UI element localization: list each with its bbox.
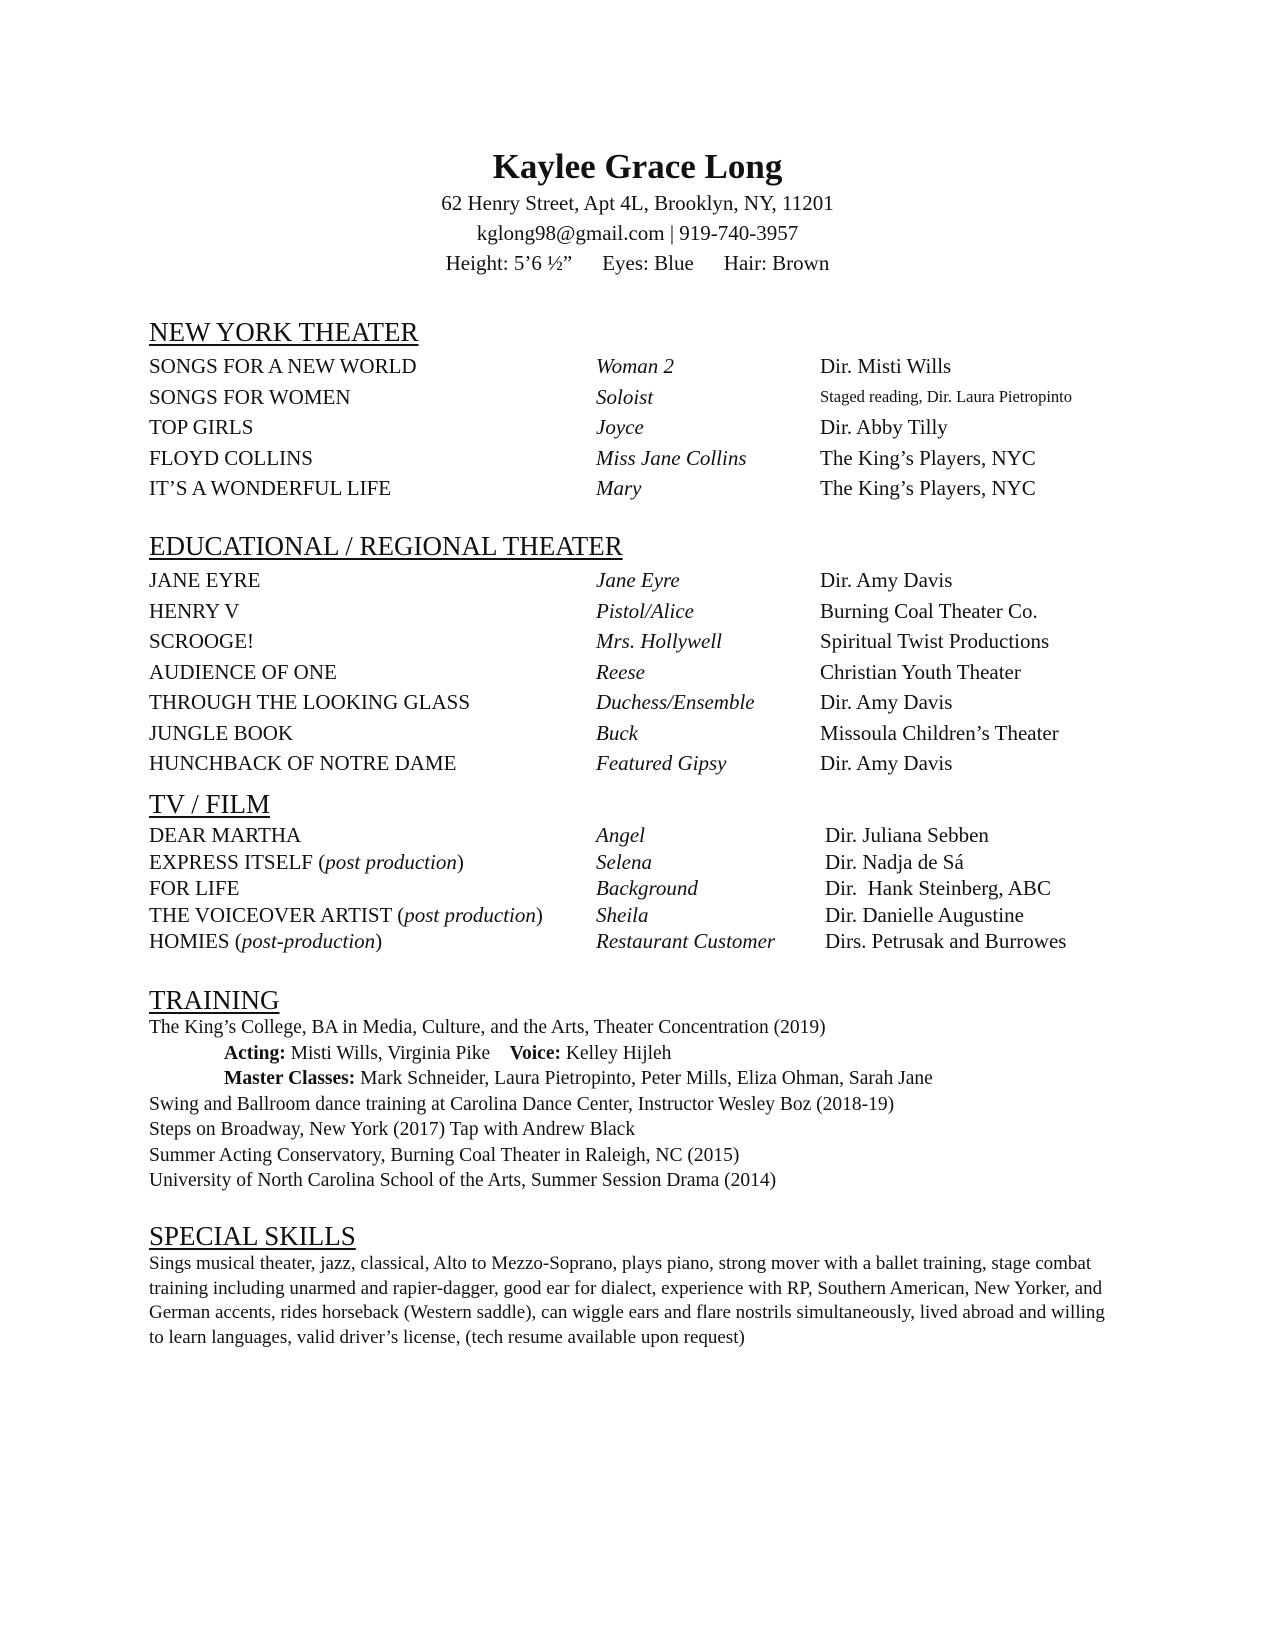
credit-row	[149, 382, 1149, 413]
show-title: TOP GIRLS	[149, 415, 254, 439]
director: Dir. Abby Tilly	[820, 415, 948, 439]
show-title: FOR LIFE	[149, 876, 240, 900]
role: Miss Jane Collins	[596, 445, 747, 470]
show-title: DEAR MARTHA	[149, 823, 302, 847]
training-item: Summer Acting Conservatory, Burning Coal Theater in Raleigh, NC (2015)	[149, 1144, 740, 1166]
tv-film-list	[149, 822, 1149, 955]
director: Dir. Amy Davis	[820, 751, 953, 775]
credit-row	[149, 928, 1149, 955]
section-title-new-york-theater: NEW YORK THEATER	[149, 317, 419, 347]
director: Dir. Danielle Augustine	[825, 902, 1024, 927]
acting-voice-teachers: Acting: Misti Wills, Virginia Pike Voice: Kelley Hijleh	[224, 1042, 672, 1064]
role: Restaurant Customer	[596, 929, 776, 953]
production-note: post-production	[241, 929, 376, 953]
training-list	[149, 1015, 1139, 1194]
director: Dir. Amy Davis	[820, 568, 953, 592]
special-skills-text: Sings musical theater, jazz, classical, Alto to Mezzo-Soprano, plays piano, strong mover with a ballet training, stage combat training including unarmed and rapier-dagger, good ear for dialect, experience with RP, Southern American, New Yorker, and German accents, rides horseback (Western saddle), can wiggle ears and flare nostrils simultaneously, lived abroad and willing to learn languages, valid driver’s license, (tech resume available upon request)	[149, 1253, 1105, 1348]
role: Angel	[596, 823, 645, 847]
role: Sheila	[596, 902, 649, 927]
show-title: AUDIENCE OF ONE	[149, 659, 337, 684]
role: Mary	[596, 476, 642, 500]
training-item: University of North Carolina School of the Arts, Summer Session Drama (2014)	[149, 1170, 777, 1191]
role: Soloist	[596, 384, 654, 409]
section-title-educational-regional: EDUCATIONAL / REGIONAL THEATER	[149, 531, 623, 561]
new-york-theater-list	[149, 351, 1149, 504]
role: Mrs. Hollywell	[596, 629, 722, 653]
director: Spiritual Twist Productions	[820, 629, 1050, 653]
credit-row	[149, 657, 1149, 688]
show-title: SCROOGE!	[149, 629, 255, 653]
credit-row	[149, 351, 1149, 382]
master-classes: Master Classes: Mark Schneider, Laura Pietropinto, Peter Mills, Eliza Ohman, Sarah Jane	[224, 1068, 933, 1089]
eyes: Eyes: Blue	[602, 251, 694, 275]
role: Joyce	[596, 415, 644, 439]
role: Background	[596, 876, 698, 900]
show-title: THROUGH THE LOOKING GLASS	[149, 690, 471, 714]
role: Pistol/Alice	[596, 598, 694, 623]
credit-row	[149, 902, 1149, 929]
credit-row	[149, 596, 1149, 627]
hair: Hair: Brown	[723, 251, 830, 275]
director: The King’s Players, NYC	[820, 445, 1036, 470]
show-title: HENRY V	[149, 598, 240, 623]
physical-stats	[0, 248, 1275, 278]
show-title: JUNGLE BOOK	[149, 720, 294, 745]
credit-row	[149, 412, 1149, 443]
director: Dirs. Petrusak and Burrowes	[825, 929, 1067, 953]
director: Dir. Hank Steinberg, ABC	[825, 876, 1051, 900]
show-title: FLOYD COLLINS	[149, 445, 313, 470]
training-item: Swing and Ballroom dance training at Carolina Dance Center, Instructor Wesley Boz (2018-19)	[149, 1093, 895, 1115]
show-title: THE VOICEOVER ARTIST (post production)	[149, 902, 543, 927]
actor-name: Kaylee Grace Long	[492, 147, 783, 186]
college-degree: The King’s College, BA in Media, Culture, and the Arts, Theater Concentration (2019)	[149, 1017, 826, 1038]
role: Reese	[596, 659, 645, 684]
show-title: HUNCHBACK OF NOTRE DAME	[149, 751, 457, 775]
credit-row	[149, 687, 1149, 718]
training-item: Steps on Broadway, New York (2017) Tap with Andrew Black	[149, 1119, 636, 1140]
credit-row	[149, 875, 1149, 902]
production-note: post production	[404, 902, 536, 927]
height: Height: 5’6 ½”	[445, 251, 573, 275]
credit-row	[149, 718, 1149, 749]
role: Selena	[596, 849, 652, 874]
section-title-training: TRAINING	[149, 985, 280, 1015]
credit-row	[149, 822, 1149, 849]
director: Missoula Children’s Theater	[820, 720, 1059, 745]
director: The King’s Players, NYC	[820, 476, 1036, 500]
credit-row	[149, 748, 1149, 779]
director: Burning Coal Theater Co.	[820, 598, 1038, 623]
show-title: HOMIES (post-production)	[149, 929, 383, 953]
director: Dir. Misti Wills	[820, 354, 952, 378]
director: Christian Youth Theater	[820, 659, 1021, 684]
credit-row	[149, 849, 1149, 876]
credit-row	[149, 626, 1149, 657]
resume-header	[0, 146, 1275, 278]
address: 62 Henry Street, Apt 4L, Brooklyn, NY, 11201	[441, 191, 834, 215]
role: Woman 2	[596, 354, 674, 378]
section-title-tv-film: TV / FILM	[149, 789, 271, 819]
credit-row	[149, 473, 1149, 504]
show-title: JANE EYRE	[149, 568, 261, 592]
director: Dir. Amy Davis	[820, 690, 953, 714]
role: Featured Gipsy	[596, 751, 727, 775]
contact-info: kglong98@gmail.com | 919-740-3957	[476, 221, 799, 245]
show-title: SONGS FOR WOMEN	[149, 384, 351, 409]
show-title: SONGS FOR A NEW WORLD	[149, 354, 417, 378]
role: Buck	[596, 720, 638, 745]
credit-row	[149, 565, 1149, 596]
credit-row	[149, 443, 1149, 474]
director: Dir. Nadja de Sá	[825, 849, 964, 874]
educational-regional-list	[149, 565, 1149, 779]
show-title: EXPRESS ITSELF (post production)	[149, 849, 464, 874]
show-title: IT’S A WONDERFUL LIFE	[149, 476, 392, 500]
production-note: post production	[325, 849, 457, 874]
section-title-special-skills: SPECIAL SKILLS	[149, 1221, 356, 1251]
role: Duchess/Ensemble	[596, 690, 755, 714]
director: Staged reading, Dir. Laura Pietropinto	[820, 386, 1073, 406]
role: Jane Eyre	[596, 568, 680, 592]
director: Dir. Juliana Sebben	[825, 823, 989, 847]
